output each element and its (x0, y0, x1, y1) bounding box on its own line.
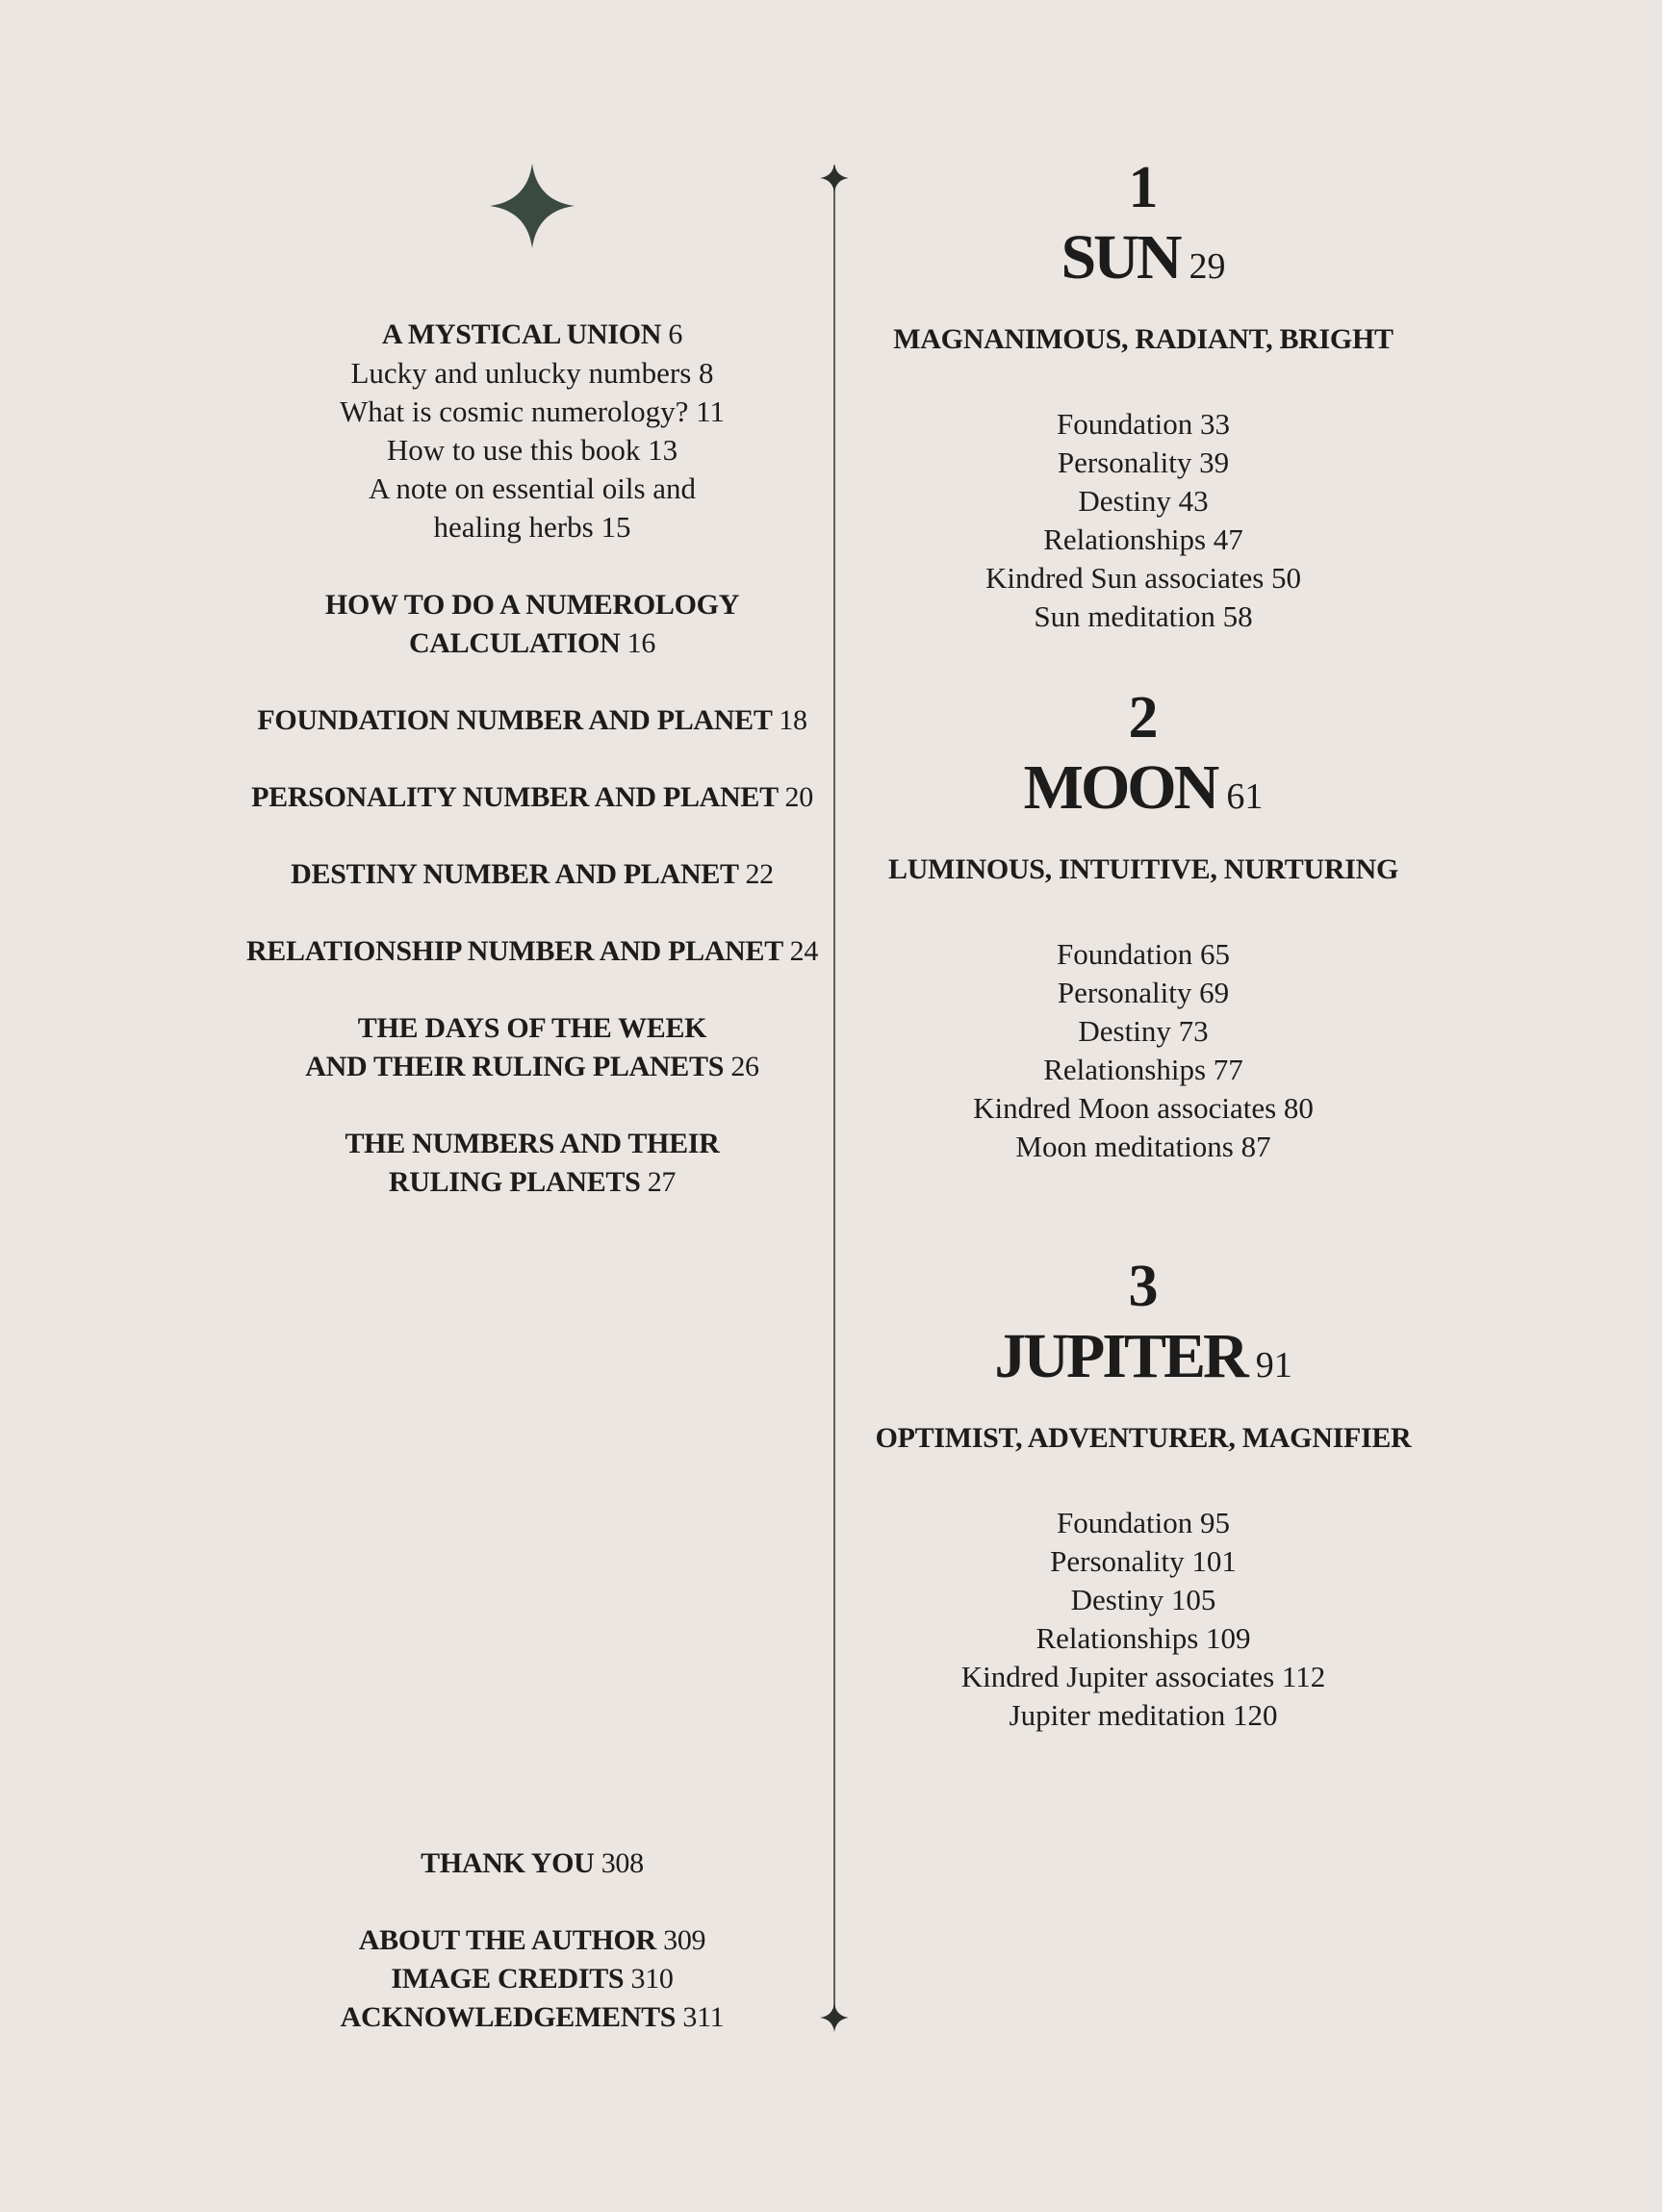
section-relationship[interactable] (217, 932, 847, 971)
section-title-line: AND THEIR RULING PLANETS 26 (305, 1051, 759, 1082)
chapter-number: 2 (1128, 685, 1159, 750)
section-title-line: RULING PLANETS 27 (388, 1166, 677, 1198)
four-point-star-icon (490, 164, 575, 248)
toc-entry[interactable]: Jupiter meditation 120 (1009, 1698, 1278, 1732)
toc-entry[interactable]: Foundation 65 (1057, 937, 1230, 971)
chapter-title[interactable]: JUPITER 91 (994, 1321, 1292, 1391)
toc-entry[interactable]: Personality 69 (1057, 976, 1230, 1009)
toc-entry[interactable]: Kindred Jupiter associates 112 (960, 1660, 1326, 1693)
chapter-number: 1 (1128, 155, 1159, 220)
acknowledgements-entry[interactable]: ACKNOWLEDGEMENTS 311 (340, 2001, 725, 2033)
toc-entry[interactable]: Personality 101 (1050, 1544, 1237, 1578)
chapter-moon (835, 684, 1451, 1166)
toc-entry[interactable]: A note on essential oils and (368, 471, 697, 505)
toc-entry[interactable]: Relationships 47 (1043, 522, 1243, 556)
chapter-entries (835, 1504, 1451, 1735)
toc-entry[interactable]: Relationships 109 (1036, 1621, 1251, 1655)
toc-entry[interactable]: Foundation 33 (1057, 407, 1230, 441)
section-title-line: THE NUMBERS AND THEIR (345, 1128, 720, 1159)
section-title-line: RELATIONSHIP NUMBER AND PLANET 24 (245, 935, 819, 967)
section-days-of-week[interactable] (217, 1009, 847, 1086)
chapter-entries (835, 405, 1451, 636)
chapter-sun (835, 154, 1451, 636)
toc-entry[interactable]: Personality 39 (1057, 445, 1230, 479)
section-numerology-calculation[interactable] (217, 586, 847, 663)
about-author-entry[interactable]: ABOUT THE AUTHOR 309 (358, 1924, 706, 1956)
back-matter-list (217, 1921, 847, 2037)
section-title-line: DESTINY NUMBER AND PLANET 22 (291, 858, 774, 890)
back-matter-thank-you[interactable] (217, 1844, 847, 1883)
toc-entry[interactable]: healing herbs 15 (433, 510, 631, 544)
toc-entry[interactable]: Destiny 73 (1078, 1014, 1209, 1048)
section-numbers-ruling-planets[interactable] (217, 1125, 847, 1202)
section-personality[interactable] (217, 778, 847, 817)
section-foundation[interactable] (217, 701, 847, 740)
toc-entry[interactable]: Sun meditation 58 (1034, 599, 1253, 633)
section-destiny[interactable] (217, 855, 847, 894)
chapter-number: 3 (1128, 1254, 1159, 1319)
chapter-entries (835, 935, 1451, 1166)
toc-entry[interactable]: Destiny 105 (1070, 1583, 1216, 1616)
intro-section (217, 316, 847, 547)
toc-entry[interactable]: Relationships 77 (1043, 1053, 1243, 1086)
image-credits-entry[interactable]: IMAGE CREDITS 310 (391, 1963, 674, 1995)
chapter-subtitle: LUMINOUS, INTUITIVE, NURTURING (887, 853, 1399, 885)
toc-entry[interactable]: Kindred Moon associates 80 (973, 1091, 1314, 1125)
toc-entry[interactable]: Lucky and unlucky numbers 8 (350, 356, 714, 390)
toc-entry[interactable]: Destiny 43 (1078, 484, 1209, 518)
chapter-subtitle: MAGNANIMOUS, RADIANT, BRIGHT (893, 323, 1394, 355)
section-title-line: PERSONALITY NUMBER AND PLANET 20 (251, 781, 813, 813)
section-title-line: CALCULATION 16 (408, 627, 656, 659)
section-title-line: THANK YOU 308 (421, 1847, 644, 1879)
chapter-subtitle: OPTIMIST, ADVENTURER, MAGNIFIER (875, 1422, 1412, 1454)
section-title[interactable]: A MYSTICAL UNION 6 (381, 318, 683, 350)
chapter-title[interactable]: SUN 29 (1061, 222, 1226, 292)
toc-entry[interactable]: How to use this book 13 (386, 433, 678, 467)
chapter-title[interactable]: MOON 61 (1023, 752, 1264, 823)
toc-entry[interactable]: Kindred Sun associates 50 (984, 561, 1302, 595)
toc-entry[interactable]: Moon meditations 87 (1015, 1130, 1271, 1163)
chapter-jupiter (835, 1253, 1451, 1735)
section-title-line: THE DAYS OF THE WEEK (357, 1012, 707, 1044)
toc-entry[interactable]: Foundation 95 (1057, 1506, 1230, 1539)
section-title-line: FOUNDATION NUMBER AND PLANET 18 (257, 704, 807, 736)
toc-entry[interactable]: What is cosmic numerology? 11 (339, 394, 726, 428)
section-title-line: HOW TO DO A NUMEROLOGY (324, 589, 740, 621)
